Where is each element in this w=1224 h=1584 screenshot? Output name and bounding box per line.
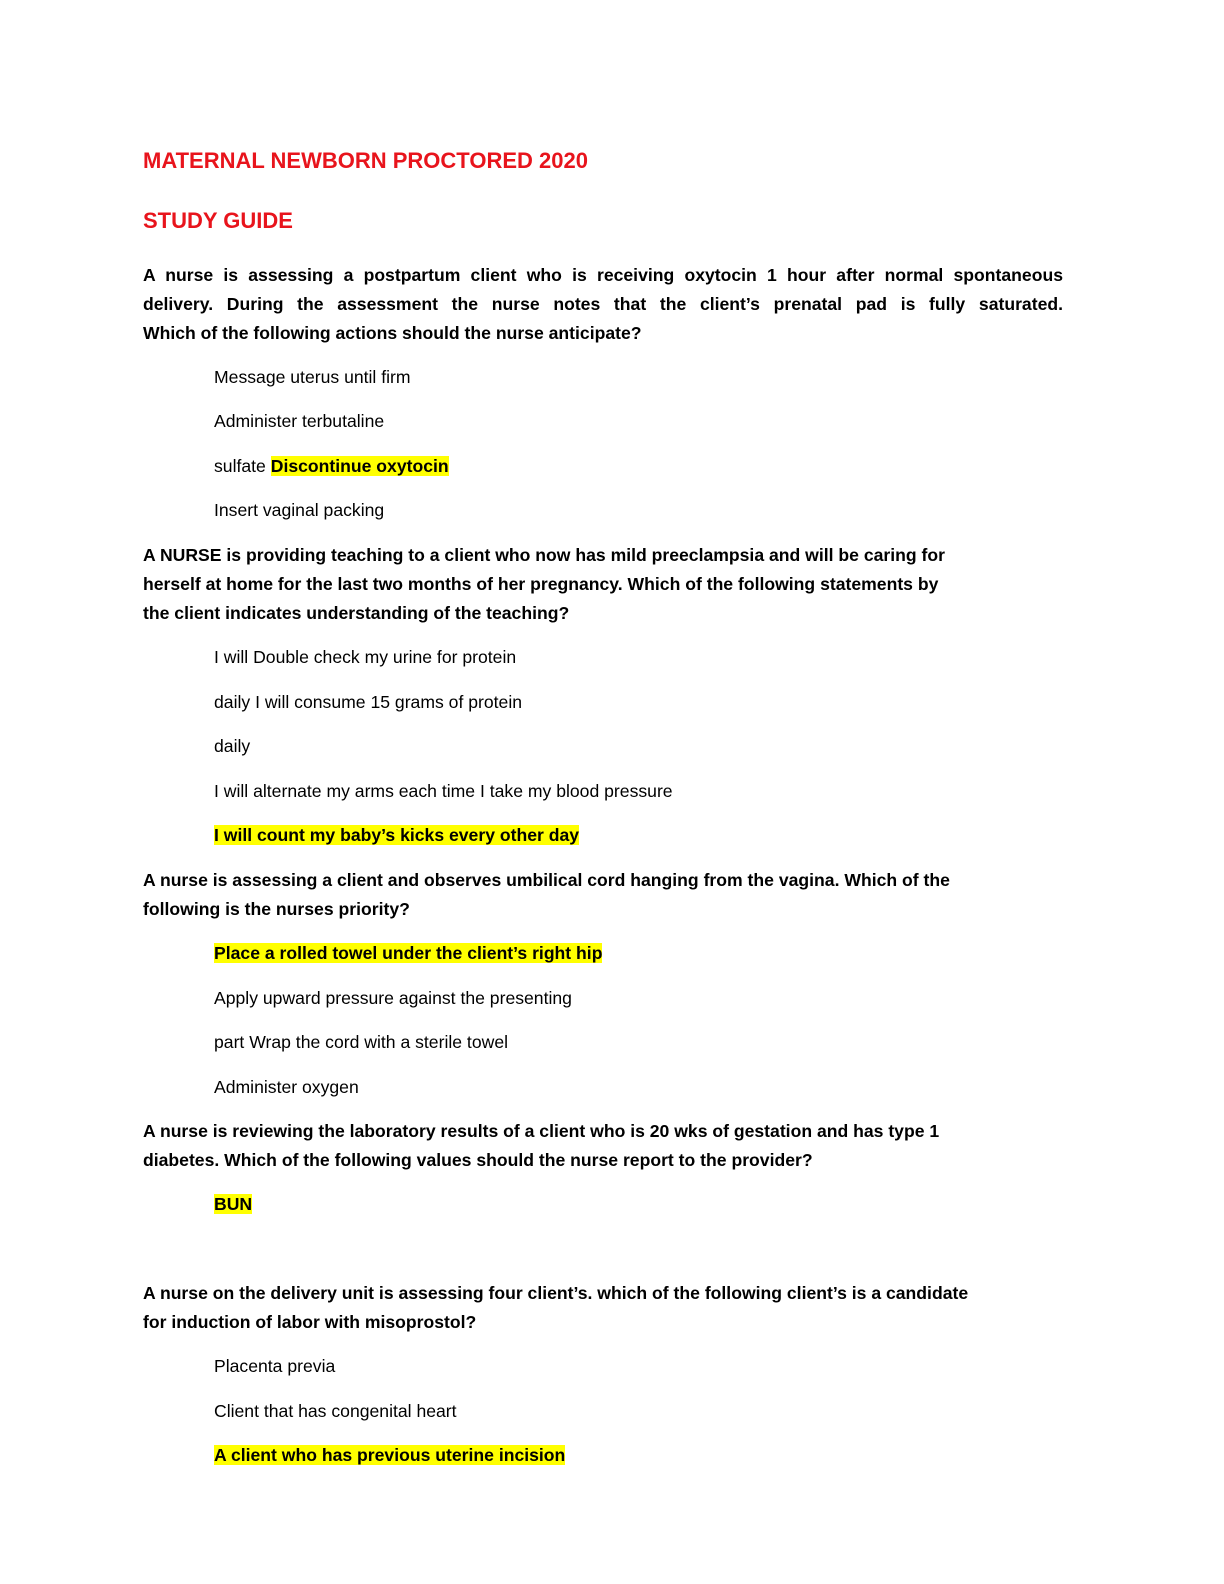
question-2 <box>143 541 945 628</box>
question-3-option-3: part Wrap the cord with a sterile towel <box>214 1032 509 1052</box>
question-5-option-1: Placenta previa <box>214 1356 336 1376</box>
question-1-line-3: Which of the following actions should the nurse anticipate? <box>143 323 642 343</box>
question-4-line-2: diabetes. Which of the following values should the nurse report to the provider? <box>143 1150 813 1170</box>
question-3-line-2: following is the nurses priority? <box>143 899 410 919</box>
question-3-line-1: A nurse is assessing a client and observes umbilical cord hanging from the vagina. Which of the <box>143 870 950 890</box>
question-3 <box>143 866 950 924</box>
question-1-option-4: Insert vaginal packing <box>214 500 385 520</box>
question-1-line-1: A nurse is assessing a postpartum client who is receiving oxytocin 1 hour after normal spontaneous <box>143 265 1063 285</box>
question-2-line-1: A NURSE is providing teaching to a client who now has mild preeclampsia and will be caring for <box>143 545 945 565</box>
question-1-option-2: Administer terbutaline <box>214 411 385 431</box>
question-5-answer-wrap <box>214 1443 565 1467</box>
question-2-option-2: daily I will consume 15 grams of protein <box>214 692 523 712</box>
question-4-line-1: A nurse is reviewing the laboratory results of a client who is 20 wks of gestation and has type 1 <box>143 1121 940 1141</box>
question-3-option-4: Administer oxygen <box>214 1077 359 1097</box>
question-1-option-3-prefix: sulfate <box>214 456 271 476</box>
document-subtitle: STUDY GUIDE <box>143 208 293 233</box>
document-title: MATERNAL NEWBORN PROCTORED 2020 <box>143 148 588 173</box>
question-5 <box>143 1279 968 1337</box>
question-3-answer-wrap <box>214 941 602 965</box>
question-5-option-2: Client that has congenital heart <box>214 1401 457 1421</box>
question-2-option-1: I will Double check my urine for protein <box>214 647 517 667</box>
question-5-answer: A client who has previous uterine incision <box>214 1445 566 1465</box>
question-4-answer-wrap <box>214 1192 252 1216</box>
question-3-option-2: Apply upward pressure against the presenting <box>214 988 572 1008</box>
question-5-line-1: A nurse on the delivery unit is assessing four client’s. which of the following client’s is a candidate <box>143 1283 969 1303</box>
question-2-answer-wrap <box>214 823 579 847</box>
question-4-answer: BUN <box>214 1194 253 1214</box>
question-1-option-3 <box>214 454 449 478</box>
question-1-option-1: Message uterus until firm <box>214 367 411 387</box>
question-1-answer: Discontinue oxytocin <box>270 456 449 476</box>
question-2-line-3: the client indicates understanding of the teaching? <box>143 603 570 623</box>
question-2-option-3: daily <box>214 736 251 756</box>
question-2-option-4: I will alternate my arms each time I take my blood pressure <box>214 781 673 801</box>
question-1-line-2: delivery. During the assessment the nurse notes that the client’s prenatal pad is fully saturated. <box>143 294 1063 314</box>
question-2-line-2: herself at home for the last two months of her pregnancy. Which of the following statements by <box>143 574 939 594</box>
question-2-answer: I will count my baby’s kicks every other day <box>214 825 580 845</box>
question-5-line-2: for induction of labor with misoprostol? <box>143 1312 477 1332</box>
question-1 <box>143 261 1063 348</box>
question-3-answer: Place a rolled towel under the client’s right hip <box>214 943 603 963</box>
question-4 <box>143 1117 939 1175</box>
